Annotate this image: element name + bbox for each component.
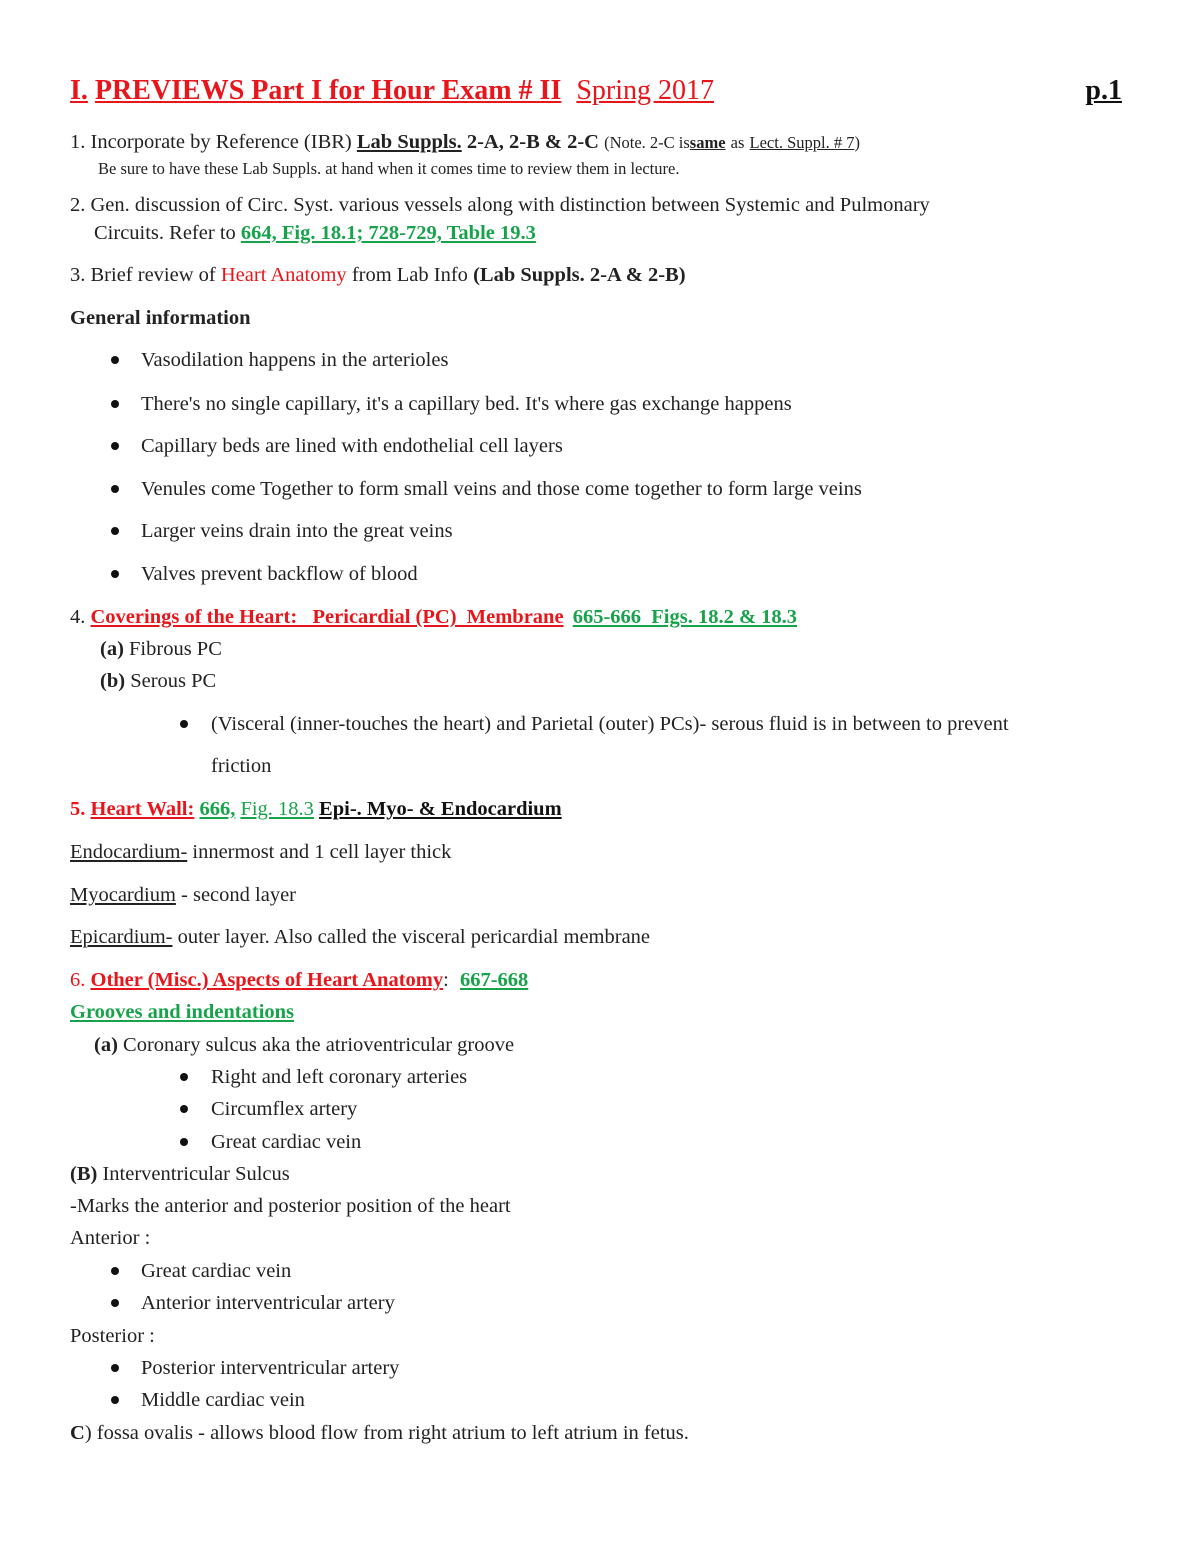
item-1-as: as — [730, 133, 745, 152]
bullet-icon — [111, 570, 119, 578]
item-4-a — [100, 636, 222, 662]
bullet-icon — [111, 1299, 119, 1307]
myocardium-term: Myocardium — [70, 884, 176, 906]
bullet-icon — [111, 527, 119, 535]
item-4-num: 4. — [70, 606, 86, 628]
item-4-bullet-line2: friction — [211, 755, 272, 777]
anterior-bullet: Great cardiac vein — [141, 1260, 292, 1282]
bullet-icon — [111, 400, 119, 408]
item-1-note: (Note. 2-C is — [604, 133, 690, 152]
item-5-layers: Epi-. Myo- & Endocardium — [319, 798, 562, 820]
item-6-a — [94, 1032, 514, 1058]
coronary-bullet: Great cardiac vein — [211, 1131, 362, 1153]
item-6-b-text: Interventricular Sulcus — [102, 1163, 290, 1185]
item-6-a-text: Coronary sulcus aka the atrioventricular groove — [123, 1034, 515, 1056]
bullet-icon — [180, 1138, 188, 1146]
item-3-pre: 3. Brief review of — [70, 264, 216, 286]
bullet-icon — [180, 720, 188, 728]
bullet-icon — [111, 1396, 119, 1404]
item-1-same: same — [689, 133, 726, 152]
endocardium-line — [70, 839, 451, 865]
page-number: p.1 — [1085, 75, 1122, 106]
endocardium-term: Endocardium- — [70, 841, 188, 863]
myocardium-line — [70, 882, 296, 908]
item-1 — [70, 129, 860, 156]
item-4-b-label: (b) — [100, 670, 126, 692]
item-6-num: 6. — [70, 969, 86, 991]
item-6-colon: : — [443, 969, 449, 991]
item-1-close: ) — [854, 133, 860, 152]
posterior-bullet: Middle cardiac vein — [141, 1389, 305, 1411]
page-title — [70, 74, 714, 108]
bullet-icon — [111, 442, 119, 450]
general-bullet: Venules come Together to form small veins and those come together to form large veins — [141, 478, 862, 500]
epicardium-text: outer layer. Also called the visceral pericardial membrane — [177, 926, 651, 948]
item-6-ref: 667-668 — [459, 969, 529, 991]
anterior-bullet: Anterior interventricular artery — [141, 1292, 395, 1314]
item-6-b — [70, 1161, 290, 1187]
general-bullet: There's no single capillary, it's a capillary bed. It's where gas exchange happens — [141, 393, 792, 415]
item-5-num: 5. — [70, 798, 86, 820]
item-2-ref: 664, Fig. 18.1; 728-729, Table 19.3 — [240, 222, 536, 244]
item-4-bullet-line1: (Visceral (inner-touches the heart) and Parietal (outer) PCs)- serous fluid is in between to prevent — [211, 713, 1009, 735]
item-4-b-text: Serous PC — [130, 670, 217, 692]
title-roman: I. — [70, 75, 88, 106]
item-4-ref: 665-666 Figs. 18.2 & 18.3 — [572, 606, 798, 628]
item-3-bold: (Lab Suppls. 2-A & 2-B) — [473, 264, 686, 286]
marks-line: -Marks the anterior and posterior position of the heart — [70, 1195, 511, 1217]
item-1-num: 1. — [70, 131, 86, 153]
title-text: PREVIEWS Part I for Hour Exam # II — [94, 75, 562, 106]
bullet-icon — [111, 485, 119, 493]
item-1-codes: 2-A, 2-B & 2-C — [466, 131, 599, 153]
endocardium-text: innermost and 1 cell layer thick — [192, 841, 452, 863]
item-6-c-label: C — [70, 1422, 85, 1444]
item-6 — [70, 967, 528, 993]
general-bullet: Valves prevent backflow of blood — [141, 563, 418, 585]
bullet-icon — [111, 1364, 119, 1372]
item-6-c — [70, 1420, 689, 1446]
item-6-title: Other (Misc.) Aspects of Heart Anatomy — [90, 969, 444, 991]
posterior-label: Posterior : — [70, 1325, 155, 1347]
item-1-lect: Lect. Suppl. # 7 — [749, 133, 855, 152]
epicardium-line — [70, 924, 650, 950]
bullet-icon — [111, 356, 119, 364]
bullet-icon — [180, 1073, 188, 1081]
bullet-icon — [180, 1105, 188, 1113]
general-bullet: Larger veins drain into the great veins — [141, 520, 453, 542]
item-3 — [70, 262, 686, 288]
item-2-line2 — [94, 220, 536, 246]
item-5-ref2: Fig. 18.3 — [240, 798, 314, 820]
item-6-b-label: (B) — [70, 1163, 98, 1185]
general-bullet: Capillary beds are lined with endothelial cell layers — [141, 435, 563, 457]
item-3-post: from Lab Info — [351, 264, 468, 286]
general-heading: General information — [70, 307, 251, 329]
item-2-line1: 2. Gen. discussion of Circ. Syst. various vessels along with distinction between Systemic and Pulmonary — [70, 194, 930, 216]
item-1-lab-suppls: Lab Suppls. — [356, 131, 462, 153]
title-term: Spring 2017 — [576, 75, 715, 106]
item-5 — [70, 796, 562, 822]
coronary-bullet: Right and left coronary arteries — [211, 1066, 468, 1088]
item-4-b — [100, 668, 216, 694]
item-4 — [70, 604, 797, 630]
posterior-bullet: Posterior interventricular artery — [141, 1357, 400, 1379]
item-2-refer: Circuits. Refer to — [94, 222, 236, 244]
item-4-title: Coverings of the Heart: Pericardial (PC) Membrane — [90, 606, 564, 628]
item-6-a-label: (a) — [94, 1034, 118, 1056]
general-bullet: Vasodilation happens in the arterioles — [141, 349, 449, 371]
grooves-heading: Grooves and indentations — [70, 1001, 295, 1023]
item-3-heart: Heart Anatomy — [220, 264, 347, 286]
coronary-bullet: Circumflex artery — [211, 1098, 358, 1120]
item-1-text: Incorporate by Reference (IBR) — [90, 131, 352, 153]
anterior-label: Anterior : — [70, 1227, 151, 1249]
epicardium-term: Epicardium- — [70, 926, 173, 948]
myocardium-text: - second layer — [181, 884, 297, 906]
bullet-icon — [111, 1267, 119, 1275]
item-6-c-text: ) fossa ovalis - allows blood flow from right atrium to left atrium in fetus. — [84, 1422, 689, 1444]
item-5-ref1: 666, — [199, 798, 236, 820]
item-4-a-label: (a) — [100, 638, 124, 660]
item-1-line2: Be sure to have these Lab Suppls. at hand when it comes time to review them in lecture. — [98, 159, 680, 178]
item-5-title: Heart Wall: — [90, 798, 195, 820]
item-4-a-text: Fibrous PC — [129, 638, 222, 660]
